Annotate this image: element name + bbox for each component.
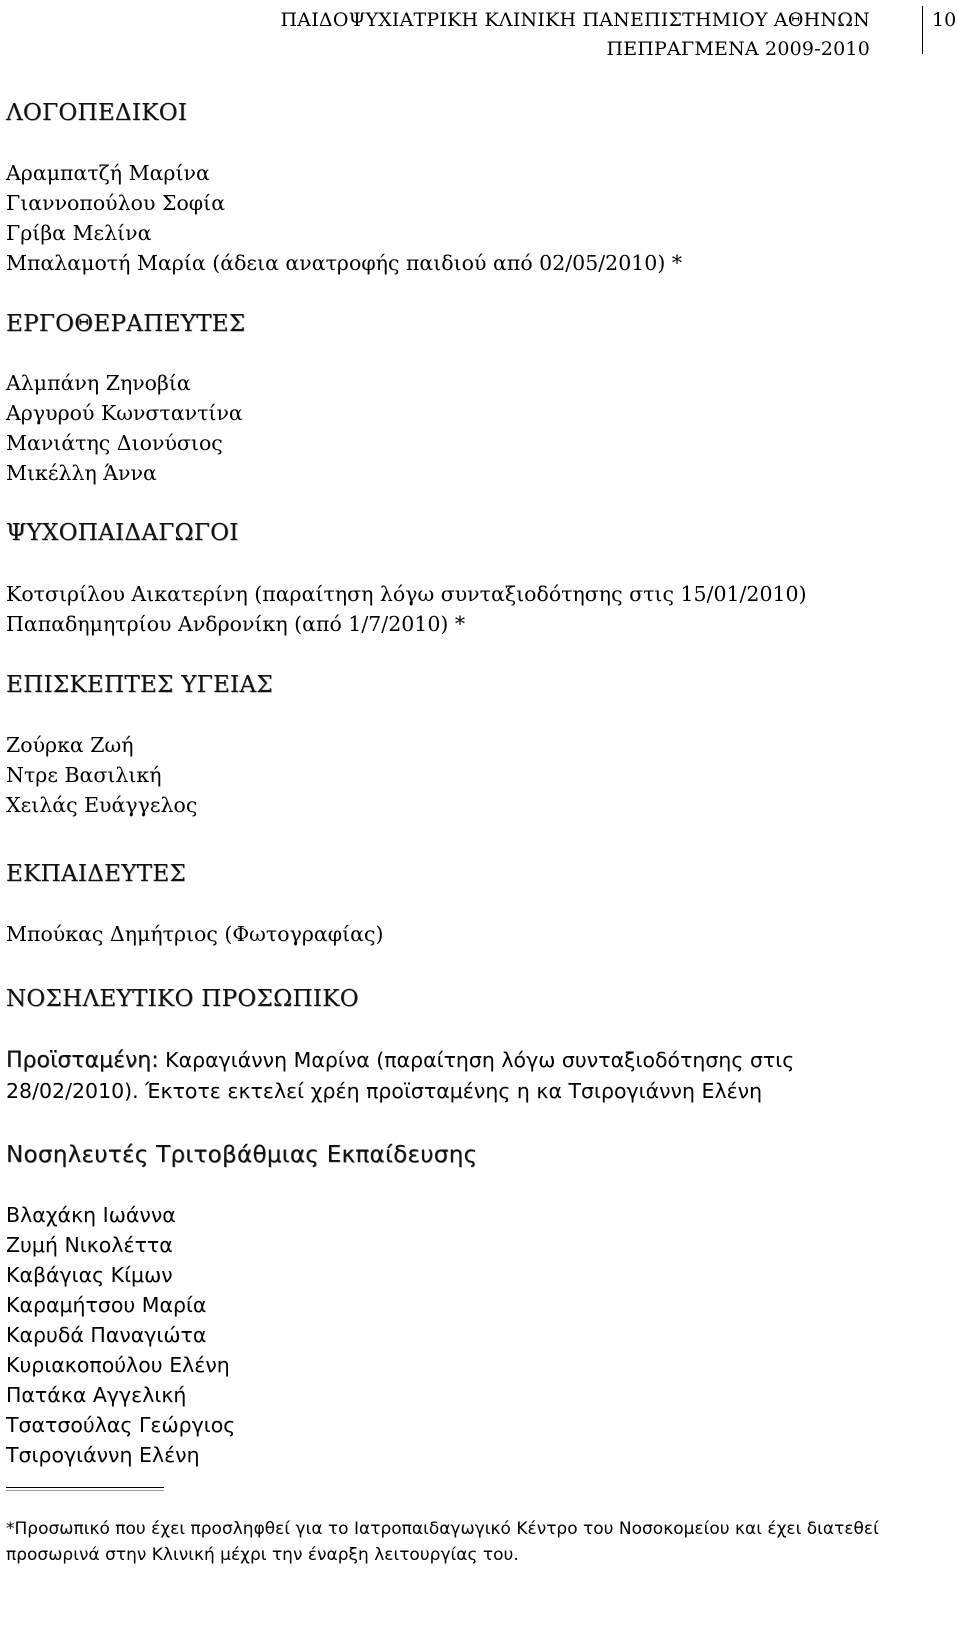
- list-item: Κοτσιρίλου Αικατερίνη (παραίτηση λόγω συνταξιοδότησης στις 15/01/2010): [6, 582, 807, 606]
- list-item: Αλμπάνη Ζηνοβία: [6, 371, 191, 395]
- header-clinic-name: ΠΑΙΔΟΨΥΧΙΑΤΡΙΚΗ ΚΛΙΝΙΚΗ ΠΑΝΕΠΙΣΤΗΜΙΟΥ ΑΘΗΝΩΝ: [280, 9, 870, 31]
- list-item: Γιαννοπούλου Σοφία: [6, 191, 226, 215]
- running-header: [281, 6, 871, 64]
- list-item: Γρίβα Μελίνα: [6, 221, 152, 245]
- section-heading-speech-therapists: ΛΟΓΟΠΕΔΙΚΟΙ: [6, 100, 188, 126]
- section-heading-psychopedagogues: ΨΥΧΟΠΑΙΔΑΓΩΓΟΙ: [6, 520, 239, 546]
- header-report-title: ΠΕΠΡΑΓΜΕΝΑ 2009-2010: [606, 38, 870, 60]
- list-item: Χειλάς Ευάγγελος: [6, 793, 198, 817]
- footnote: *Προσωπικό που έχει προσληφθεί για το Ιατροπαιδαγωγικό Κέντρο του Νοσοκομείου και έχει διατεθεί προσωρινά στην Κλινική μέχρι την έναρξη λειτουργίας του.: [6, 1519, 879, 1565]
- list-item: Καβάγιας Κίμων: [6, 1263, 173, 1287]
- list-item: Μπαλαμοτή Μαρία (άδεια ανατροφής παιδιού από 02/05/2010) *: [6, 251, 683, 275]
- section-heading-educators: ΕΚΠΑΙΔΕΥΤΕΣ: [6, 861, 187, 887]
- health-visitors-list: [6, 730, 197, 820]
- list-item: Ντρε Βασιλική: [6, 763, 162, 787]
- list-item: Αργυρού Κωνσταντίνα: [6, 401, 243, 425]
- speech-therapists-list: [6, 158, 682, 278]
- list-item: Τσατσούλας Γεώργιος: [6, 1413, 236, 1437]
- section-heading-health-visitors: ΕΠΙΣΚΕΠΤΕΣ ΥΓΕΙΑΣ: [6, 672, 273, 698]
- list-item: Ζυμή Νικολέττα: [6, 1233, 173, 1257]
- footnote-separator-shadow: [6, 1490, 164, 1491]
- list-item: Αραμπατζή Μαρίνα: [6, 161, 210, 185]
- list-item: Μικέλλη Άννα: [6, 461, 157, 485]
- list-item: Βλαχάκη Ιωάννα: [6, 1203, 176, 1227]
- psychopedagogues-list: [6, 579, 807, 639]
- head-nurse-paragraph: [6, 1045, 906, 1106]
- list-item: Μανιάτης Διονύσιος: [6, 431, 223, 455]
- list-item: Καραμήτσου Μαρία: [6, 1293, 207, 1317]
- section-heading-nursing-staff: ΝΟΣΗΛΕΥΤΙΚΟ ΠΡΟΣΩΠΙΚΟ: [6, 986, 359, 1012]
- list-item: Μπούκας Δημήτριος (Φωτογραφίας): [6, 922, 384, 946]
- page-number: 10: [922, 6, 956, 54]
- list-item: Τσιρογιάννη Ελένη: [6, 1443, 200, 1467]
- head-nurse-text: Καραγιάννη Μαρίνα (παραίτηση λόγω συνταξιοδότησης στις 28/02/2010). Έκτοτε εκτελεί χρέη προϊσταμένης η κα Τσιρογιάννη Ελένη: [6, 1048, 795, 1103]
- educators-list: [6, 919, 383, 949]
- footnote-separator: [6, 1487, 164, 1488]
- list-item: Καρυδά Παναγιώτα: [6, 1323, 207, 1347]
- head-nurse-label: Προϊσταμένη:: [6, 1048, 159, 1073]
- list-item: Πατάκα Αγγελική: [6, 1383, 187, 1407]
- list-item: Κυριακοπούλου Ελένη: [6, 1353, 230, 1377]
- list-item: Ζούρκα Ζωή: [6, 733, 134, 757]
- occupational-therapists-list: [6, 368, 243, 488]
- section-heading-occupational-therapists: ΕΡΓΟΘΕΡΑΠΕΥΤΕΣ: [6, 311, 246, 337]
- list-item: Παπαδημητρίου Ανδρονίκη (από 1/7/2010) *: [6, 612, 466, 636]
- tertiary-nurses-list: [6, 1200, 235, 1470]
- section-heading-tertiary-nurses: Νοσηλευτές Τριτοβάθμιας Εκπαίδευσης: [6, 1142, 478, 1168]
